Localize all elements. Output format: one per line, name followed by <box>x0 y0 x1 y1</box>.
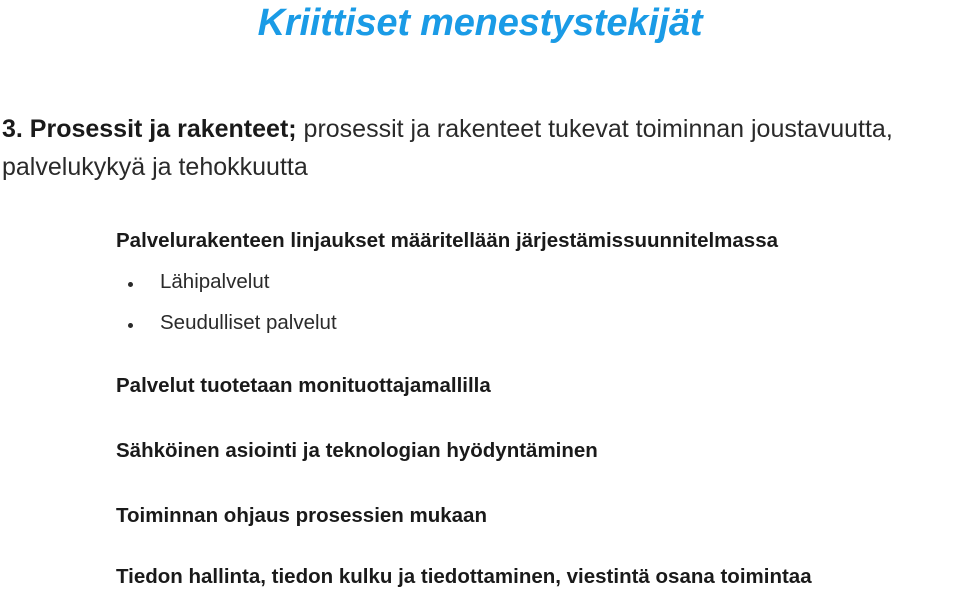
bullet-label: Lähipalvelut <box>160 270 270 293</box>
slide-title: Kriittiset menestystekijät <box>257 2 703 44</box>
bullet-dot-icon <box>128 323 133 328</box>
intro-text: prosessit ja rakenteet tukevat toiminnan joustavuutta, palvelukykyä ja tehokkuutta <box>2 115 893 181</box>
intro-lead: 3. Prosessit ja rakenteet; <box>2 115 297 143</box>
bullet-dot-icon <box>128 282 133 287</box>
intro-paragraph <box>2 110 952 186</box>
item-information-management: Tiedon hallinta, tiedon kulku ja tiedottaminen, viestintä osana toimintaa <box>116 565 812 588</box>
item-service-structure: Palvelurakenteen linjaukset määritellään järjestämissuunnitelmassa <box>116 229 779 252</box>
item-process-management: Toiminnan ohjaus prosessien mukaan <box>116 504 487 527</box>
item-multi-producer: Palvelut tuotetaan monituottajamallilla <box>116 374 491 397</box>
bullet-label: Seudulliset palvelut <box>160 311 337 334</box>
item-e-services: Sähköinen asiointi ja teknologian hyödyntäminen <box>116 439 598 462</box>
